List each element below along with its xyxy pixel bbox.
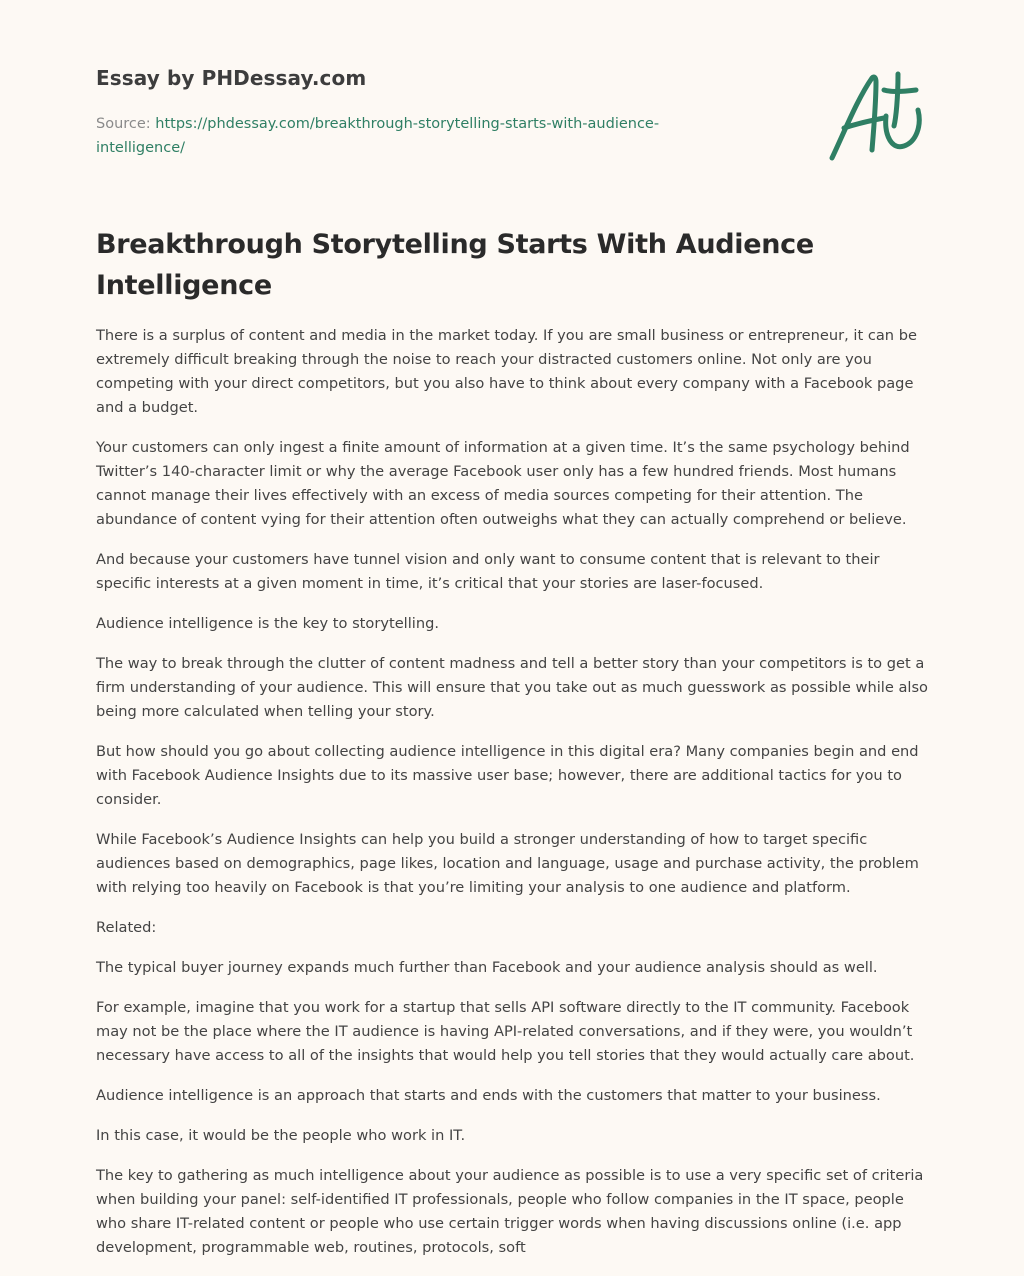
paragraph: While Facebook’s Audience Insights can help you build a stronger understanding of how to target specific audiences based on demographics, page likes, location and language, usage and purchase activity, the problem with relying too heavily on Facebook is that you’re limiting your analysis to one audience and platform. (96, 831, 919, 896)
paragraph: The key to gathering as much intelligence about your audience as possible is to use a very specific set of criteria when building your panel: self-identified IT professionals, people who follow companies in the IT space, people who share IT-related content or people who use certain trigger words when having discussions online (i.e. app development, programmable web, routines, protocols, soft (96, 1167, 924, 1256)
article-body (96, 324, 928, 1276)
paragraph: Audience intelligence is the key to storytelling. (96, 615, 439, 632)
paragraph: Your customers can only ingest a finite amount of information at a given time. It’s the same psychology behind Twitter’s 140-character limit or why the average Facebook user only has a few hundred friends. Most humans cannot manage their lives effectively with an excess of media sources competing for their attention. The abundance of content vying for their attention often outweighs what they can actually comprehend or believe. (96, 439, 910, 528)
source-line (96, 112, 696, 160)
article-title: Breakthrough Storytelling Starts With Audience Intelligence (96, 229, 814, 301)
source-label: Source: (96, 116, 151, 132)
paragraph: The way to break through the clutter of content madness and tell a better story than your competitors is to get a firm understanding of your audience. This will ensure that you take out as much guesswork as possible while also being more calculated when telling your story. (96, 655, 928, 720)
paragraph: In this case, it would be the people who work in IT. (96, 1127, 466, 1144)
paragraph: There is a surplus of content and media in the market today. If you are small business or entrepreneur, it can be extremely difficult breaking through the noise to reach your distracted customers online. Not only are you competing with your direct competitors, but you also have to think about every company with a Facebook page and a budget. (96, 327, 917, 416)
paragraph: The typical buyer journey expands much further than Facebook and your audience analysis should as well. (96, 959, 878, 976)
paragraph: But how should you go about collecting audience intelligence in this digital era? Many companies begin and end with Facebook Audience Insights due to its massive user base; however, there are additional tactics for you to consider. (96, 743, 919, 808)
paragraph: Audience intelligence is an approach that starts and ends with the customers that matter to your business. (96, 1087, 881, 1104)
paragraph: Related: (96, 919, 157, 936)
a-plus-logo-icon (826, 68, 926, 163)
paragraph: And because your customers have tunnel vision and only want to consume content that is relevant to their specific interests at a given moment in time, it’s critical that your stories are laser-focused. (96, 551, 880, 592)
site-brand: Essay by PHDessay.com (96, 66, 367, 90)
paragraph: For example, imagine that you work for a startup that sells API software directly to the IT community. Facebook may not be the place where the IT audience is having API-related conversations, and if they were, you wouldn’t necessary have access to all of the insights that would help you tell stories that they would actually care about. (96, 999, 915, 1064)
source-link[interactable]: https://phdessay.com/breakthrough-storytelling-starts-with-audience-intelligence/ (96, 116, 660, 156)
